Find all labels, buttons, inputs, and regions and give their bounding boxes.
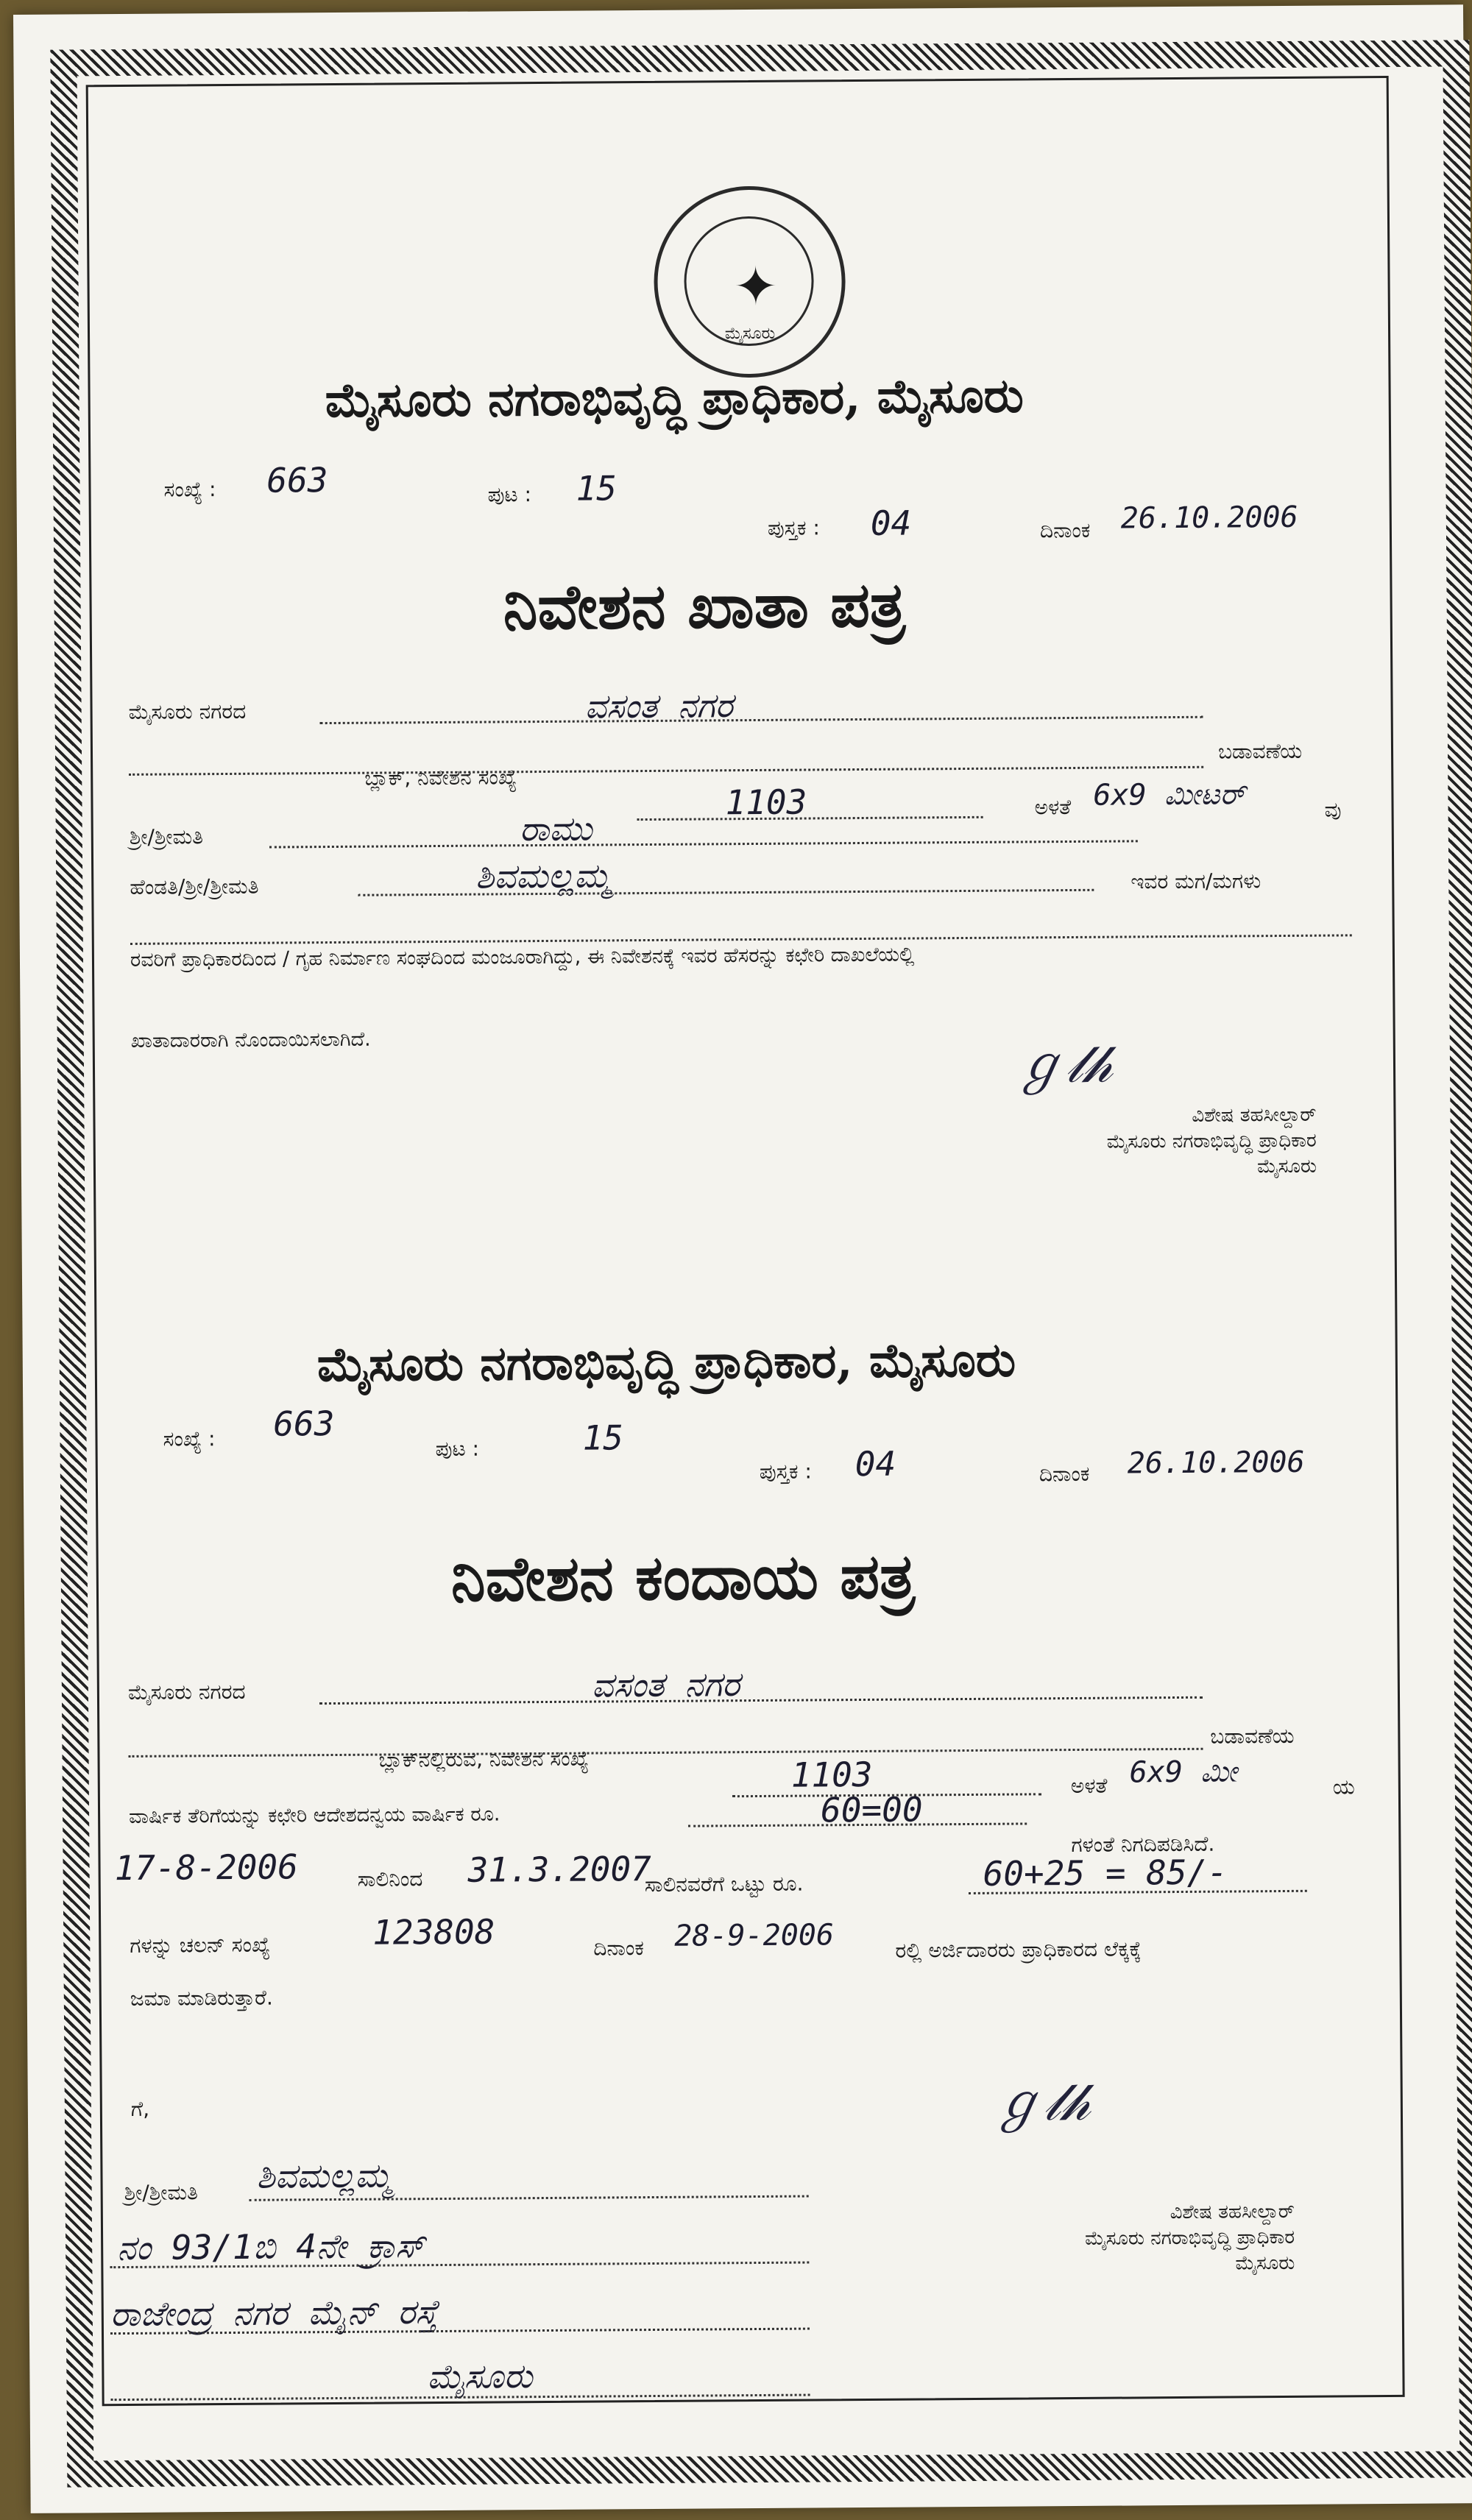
to-label: ಸಾಲಿನವರೆಗೆ ಒಟ್ಟು ರೂ. xyxy=(644,1871,804,1897)
size-label-2: ಅಳತೆ xyxy=(1070,1773,1108,1799)
stamp-line-1: ವಿಶೇಷ ತಹಸೀಲ್ದಾರ್ xyxy=(1170,2200,1295,2224)
authority-seal xyxy=(654,185,846,378)
book-value-2: 04 xyxy=(854,1443,896,1484)
challan-value: 123808 xyxy=(372,1911,495,1953)
date-label: ದಿನಾಂಕ xyxy=(1039,517,1091,543)
org-heading: ಮೈಸೂರು ನಗರಾಭಿವೃದ್ಧಿ ಪ್ರಾಧಿಕಾರ, ಮೈಸೂರು xyxy=(325,368,1025,429)
page-value: 15 xyxy=(576,468,618,509)
number-label: ಸಂಖ್ಯೆ : xyxy=(163,477,216,502)
addr-label: ಶ್ರೀ/ಶ್ರೀಮತಿ xyxy=(124,2180,198,2206)
child-label: ಇವರ ಮಗ/ಮಗಳು xyxy=(1130,868,1262,894)
khata-title: ನಿವೇಶನ ಖಾತಾ ಪತ್ರ xyxy=(503,567,906,644)
org-heading-2: ಮೈಸೂರು ನಗರಾಭಿವೃದ್ಧಿ ಪ್ರಾಧಿಕಾರ, ಮೈಸೂರು xyxy=(316,1332,1016,1393)
city-label: ಮೈಸೂರು ನಗರದ xyxy=(128,698,247,724)
tax-suffix: ಗಳಂತೆ ನಿಗದಿಪಡಿಸಿದೆ. xyxy=(1071,1831,1215,1858)
size-suffix-2: ಯ xyxy=(1332,1774,1355,1799)
to-prefix: ಗೆ, xyxy=(130,2096,150,2121)
wife-label: ಹೆಂಡತಿ/ಶ್ರೀ/ಶ್ರೀಮತಿ xyxy=(130,874,259,899)
stamp-line-3: ಮೈಸೂರು xyxy=(1235,2252,1295,2275)
kandaya-signature: ℊ𝓁𝒽 xyxy=(991,2071,1091,2133)
page-label: ಪುಟ : xyxy=(487,482,532,507)
paid-text-2: ಜಮಾ ಮಾಡಿರುತ್ತಾರೆ. xyxy=(130,1985,273,2011)
date-value: 26.10.2006 xyxy=(1120,500,1298,536)
number-value-2: 663 xyxy=(273,1404,335,1444)
addr-line-4: ಮೈಸೂರು xyxy=(427,2356,533,2397)
size-value: 6x9 ಮೀಟರ್ xyxy=(1093,777,1245,813)
challan-label: ಗಳನ್ನು ಚಲನ್ ಸಂಖ್ಯೆ xyxy=(130,1932,271,1958)
book-value: 04 xyxy=(870,503,912,543)
page-value-2: 15 xyxy=(582,1418,624,1458)
stamp-line-2: ಮೈಸೂರು ನಗರಾಭಿವೃದ್ಧಿ ಪ್ರಾಧಿಕಾರ xyxy=(1106,1129,1317,1153)
addr-name: ಶಿವಮಲ್ಲಮ್ಮ xyxy=(256,2155,392,2196)
city-label-2: ಮೈಸೂರು ನಗರದ xyxy=(127,1679,246,1705)
number-value: 663 xyxy=(266,460,328,500)
addr-line-3: ರಾಜೇಂದ್ರ ನಗರ ಮೈನ್ ರಸ್ತೆ xyxy=(110,2292,438,2335)
document-sheet xyxy=(13,4,1472,2513)
addr-line-2: ನಂ 93/1ಬಿ 4ನೇ ಕ್ರಾಸ್ xyxy=(116,2226,425,2268)
from-label: ಸಾಲಿನಿಂದ xyxy=(357,1866,423,1891)
stamp-line-1: ವಿಶೇಷ ತಹಸೀಲ್ದಾರ್ xyxy=(1192,1103,1317,1127)
number-label-2: ಸಂಖ್ಯೆ : xyxy=(163,1426,216,1451)
seal-text: ಮೈಸೂರು xyxy=(724,324,776,344)
city-value: ವಸಂತ ನಗರ xyxy=(584,685,733,726)
block-label-2: ಬ್ಲಾಕ್‌ನಲ್ಲಿರುವ, ನಿವೇಶನ ಸಂಖ್ಯೆ xyxy=(378,1746,590,1772)
owner-label: ಶ್ರೀ/ಶ್ರೀಮತಿ xyxy=(129,824,204,849)
date-value-2: 26.10.2006 xyxy=(1127,1445,1305,1481)
stamp-line-2: ಮೈಸೂರು ನಗರಾಭಿವೃದ್ಧಿ ಪ್ರಾಧಿಕಾರ xyxy=(1084,2226,1295,2251)
block-value-2: 1103 xyxy=(790,1754,873,1795)
tax-label: ವಾರ್ಷಿಕ ತೆರಿಗೆಯನ್ನು ಕಛೇರಿ ಆದೇಶದನ್ವಯ ವಾರ್ಷಿಕ ರೂ. xyxy=(128,1802,500,1828)
total-value: 60+25 = 85/- xyxy=(983,1852,1228,1894)
page-label-2: ಪುಟ : xyxy=(435,1436,480,1462)
size-suffix: ವು xyxy=(1324,797,1342,822)
date-label-2: ದಿನಾಂಕ xyxy=(1038,1461,1090,1487)
khata-body-line2: ಖಾತಾದಾರರಾಗಿ ನೊಂದಾಯಿಸಲಾಗಿದೆ. xyxy=(130,1027,371,1052)
owner-value: ರಾಮು xyxy=(519,808,592,849)
book-label: ಪುಸ್ತಕ : xyxy=(767,515,820,540)
city-value-2: ವಸಂತ ನಗರ xyxy=(591,1664,740,1705)
kandaya-official-stamp xyxy=(882,2199,1295,2279)
block-label: ಬ್ಲಾಕ್, ನಿವೇಶನ ಸಂಖ್ಯೆ xyxy=(364,765,517,790)
layout-label: ಬಡಾವಣೆಯ xyxy=(1217,738,1303,764)
tax-value: 60=00 xyxy=(820,1789,923,1830)
stamp-line-3: ಮೈಸೂರು xyxy=(1256,1155,1317,1178)
layout-label-2: ಬಡಾವಣೆಯ xyxy=(1210,1723,1295,1749)
challan-date-label: ದಿನಾಂಕ xyxy=(593,1936,645,1961)
to-date: 31.3.2007 xyxy=(467,1849,652,1890)
kandaya-title: ನಿವೇಶನ ಕಂದಾಯ ಪತ್ರ xyxy=(450,1539,916,1615)
eagle-emblem-icon: ✦ xyxy=(733,255,779,318)
paid-text: ರಲ್ಲಿ ಅರ್ಜಿದಾರರು ಪ್ರಾಧಿಕಾರದ ಲೆಕ್ಕಕ್ಕೆ xyxy=(895,1936,1142,1963)
khata-signature: ℊ𝓁𝒽 xyxy=(1013,1033,1113,1095)
size-label: ಅಳತೆ xyxy=(1034,794,1072,820)
size-value-2: 6x9 ಮೀ xyxy=(1129,1755,1237,1790)
challan-date-value: 28-9-2006 xyxy=(674,1918,835,1953)
khata-official-stamp xyxy=(904,1102,1317,1183)
from-date: 17-8-2006 xyxy=(114,1847,299,1889)
book-label-2: ಪುಸ್ತಕ : xyxy=(759,1459,812,1484)
khata-body-line1: ರವರಿಗೆ ಪ್ರಾಧಿಕಾರದಿಂದ / ಗೃಹ ನಿರ್ಮಾಣ ಸಂಘದಿಂದ ಮಂಜೂರಾಗಿದ್ದು, ಈ ನಿವೇಶನಕ್ಕೆ ಇವರ ಹೆಸರನ್ನು ಕಛೇರಿ ದಾಖಲೆಯಲ್ಲಿ xyxy=(130,943,915,971)
block-value: 1103 xyxy=(725,782,807,823)
wife-value: ಶಿವಮಲ್ಲಮ್ಮ xyxy=(475,855,612,896)
